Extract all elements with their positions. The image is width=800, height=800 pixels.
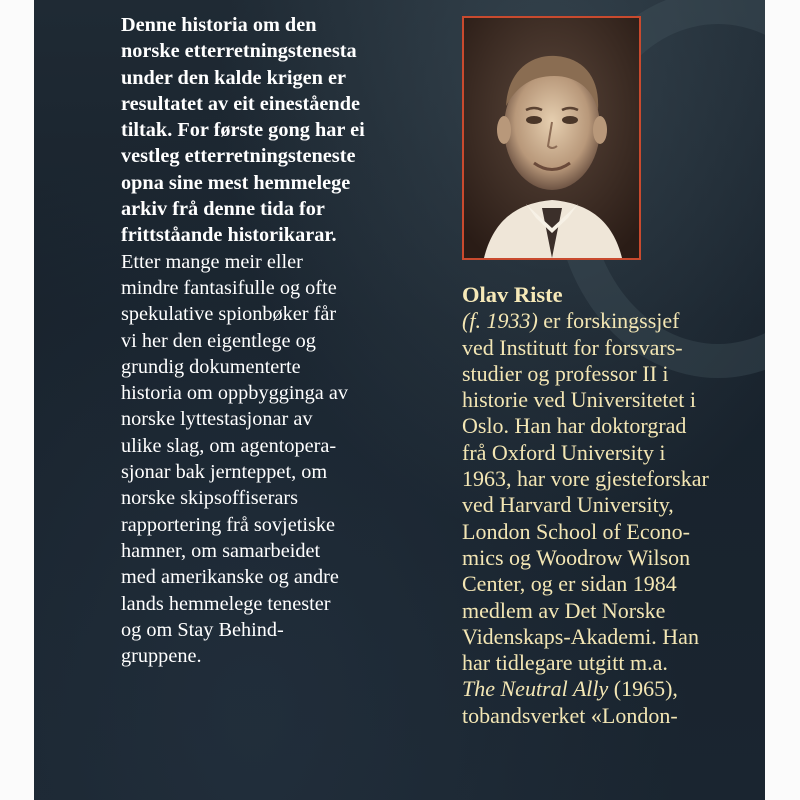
blurb-line: norske etterretningstenesta xyxy=(121,40,357,63)
bio-line: tobandsverket «London- xyxy=(462,702,678,728)
bio-line: Videnskaps-Akademi. Han xyxy=(462,623,699,649)
book-title: The Neutral Ally xyxy=(462,676,609,702)
blurb-line: under den kalde krigen er xyxy=(121,66,346,89)
blurb-line: tiltak. For første gong har ei xyxy=(121,119,365,142)
blurb-line: og om Stay Behind- xyxy=(121,618,284,641)
author-bio xyxy=(462,282,762,729)
blurb-line: norske skipsoffiserars xyxy=(121,487,299,510)
blurb-line: ulike slag, om agentopera- xyxy=(121,434,337,457)
blurb-line: norske lyttestasjonar av xyxy=(121,408,313,431)
blurb-line: mindre fantasifulle og ofte xyxy=(121,276,337,299)
author-birth-year: (f. 1933) xyxy=(462,308,538,334)
bio-line: Oslo. Han har doktorgrad xyxy=(462,413,687,439)
blurb-line: frittståande historikarar. xyxy=(121,224,337,247)
bio-line: har tidlegare utgitt m.a. xyxy=(462,650,668,676)
bio-line: mics og Woodrow Wilson xyxy=(462,544,691,570)
bio-line: ved Harvard University, xyxy=(462,492,674,518)
blurb-line: gruppene. xyxy=(121,645,202,668)
blurb-line: arkiv frå denne tida for xyxy=(121,198,325,221)
author-portrait-image xyxy=(464,18,639,258)
blurb-line: med amerikanske og andre xyxy=(121,566,339,589)
blurb-line: vestleg etterretningsteneste xyxy=(121,145,356,168)
blurb-line: vi her den eigentlege og xyxy=(121,329,316,352)
blurb-line: sjonar bak jernteppet, om xyxy=(121,461,328,484)
bio-line: 1963, har vore gjesteforskar xyxy=(462,466,709,492)
blurb-text xyxy=(121,12,441,669)
bio-line: Center, og er sidan 1984 xyxy=(462,571,677,597)
bio-line: historie ved Universitetet i xyxy=(462,387,696,413)
author-name: Olav Riste xyxy=(462,282,563,307)
bio-line: London School of Econo- xyxy=(462,518,690,544)
bio-line: ved Institutt for forsvars- xyxy=(462,334,683,360)
blurb-line: historia om oppbygginga av xyxy=(121,382,349,405)
blurb-line: spekulative spionbøker får xyxy=(121,303,337,326)
blurb-line: hamner, om samarbeidet xyxy=(121,539,321,562)
bio-line: frå Oxford University i xyxy=(462,439,666,465)
blurb-line: resultatet av eit einestående xyxy=(121,92,360,115)
book-back-cover xyxy=(34,0,765,800)
bio-line: medlem av Det Norske xyxy=(462,597,666,623)
book-year: (1965), xyxy=(608,676,678,702)
blurb-line: rapportering frå sovjetiske xyxy=(121,513,336,536)
blurb-line: grundig dokumenterte xyxy=(121,355,301,378)
blurb-line: Etter mange meir eller xyxy=(121,250,303,273)
author-portrait xyxy=(462,16,641,260)
blurb-line: lands hemmelege tenester xyxy=(121,592,331,615)
bio-line: studier og professor II i xyxy=(462,360,669,386)
blurb-line: opna sine mest hemmelege xyxy=(121,171,351,194)
blurb-line: Denne historia om den xyxy=(121,14,317,36)
bio-line: er forskingssjef xyxy=(537,308,680,334)
